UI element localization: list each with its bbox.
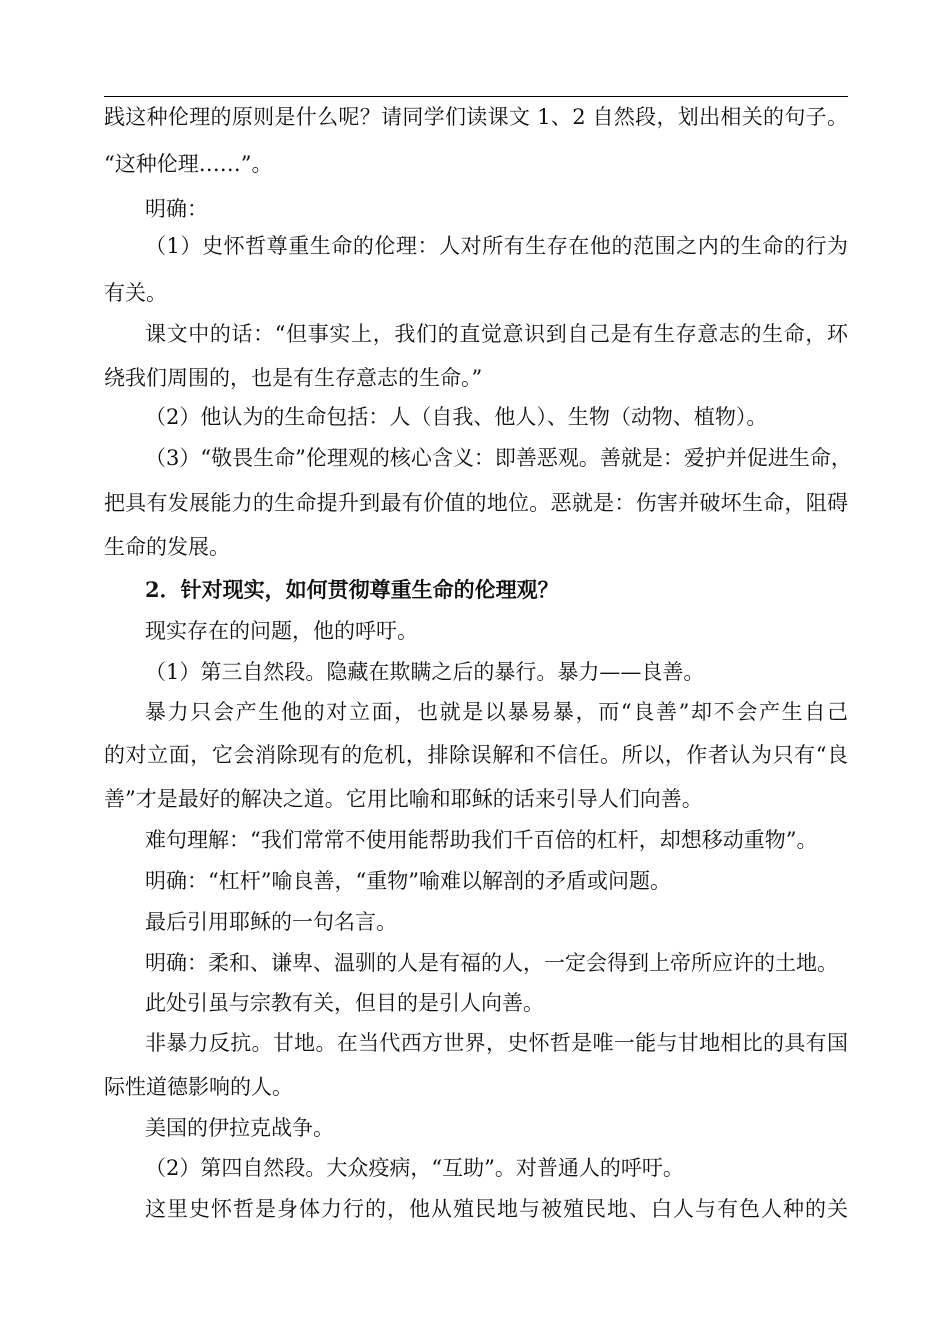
text-line: 际性道德影响的人。	[104, 1075, 293, 1099]
text-line: 最后引用耶稣的一句名言。	[145, 910, 397, 934]
text-line: 美国的伊拉克战争。	[145, 1116, 334, 1140]
text-line: 善”才是最好的解决之道。它用比喻和耶稣的话来引导人们向善。	[104, 787, 703, 811]
text-line: （1）第三自然段。隐藏在欺瞒之后的暴行。暴力——良善。	[145, 660, 705, 684]
text-line: 现实存在的问题，他的呼吁。	[145, 619, 418, 643]
text-line: （1）史怀哲尊重生命的伦理：人对所有生存在他的范围之内的生命的行为	[145, 234, 848, 258]
text-line: 生命的发展。	[104, 535, 230, 559]
text-line: 绕我们周围的，也是有生存意志的生命。”	[104, 366, 483, 390]
text-line: 非暴力反抗。甘地。在当代西方世界，史怀哲是唯一能与甘地相比的具有国	[145, 1031, 848, 1055]
text-line: “这种伦理……”。	[104, 152, 273, 176]
text-line: 明确：“杠杆”喻良善，“重物”喻难以解剖的矛盾或问题。	[145, 869, 671, 893]
text-line: 课文中的话：“但事实上，我们的直觉意识到自己是有生存意志的生命，环	[145, 322, 848, 346]
text-line: （2）第四自然段。大众疫病，“互助”。对普通人的呼吁。	[145, 1156, 684, 1180]
text-line: （2）他认为的生命包括：人（自我、他人）、生物（动物、植物）。	[145, 405, 768, 429]
text-line: 把具有发展能力的生命提升到最有价值的地位。恶就是：伤害并破坏生命，阻碍	[104, 491, 848, 515]
text-line: 难句理解：“我们常常不使用能帮助我们千百倍的杠杆，却想移动重物”。	[145, 828, 818, 852]
header-rule	[104, 96, 848, 97]
text-line: （3）“敬畏生命”伦理观的核心含义：即善恶观。善就是：爱护并促进生命，	[145, 446, 852, 470]
text-line: 这里史怀哲是身体力行的，他从殖民地与被殖民地、白人与有色人种的关	[145, 1197, 848, 1221]
text-line: 明确：柔和、谦卑、温驯的人是有福的人，一定会得到上帝所应许的土地。	[145, 951, 838, 975]
text-line: 的对立面，它会消除现有的危机，排除误解和不信任。所以，作者认为只有“良	[104, 743, 848, 767]
text-line: 有关。	[104, 281, 167, 305]
text-line: 此处引虽与宗教有关，但目的是引人向善。	[145, 991, 544, 1015]
section-heading: 2．针对现实，如何贯彻尊重生命的伦理观？	[145, 577, 559, 602]
text-line: 明确：	[145, 197, 208, 221]
text-line: 践这种伦理的原则是什么呢？请同学们读课文 1、2 自然段，划出相关的句子。	[104, 105, 848, 129]
text-line: 暴力只会产生他的对立面，也就是以暴易暴，而“良善”却不会产生自己	[145, 700, 848, 724]
